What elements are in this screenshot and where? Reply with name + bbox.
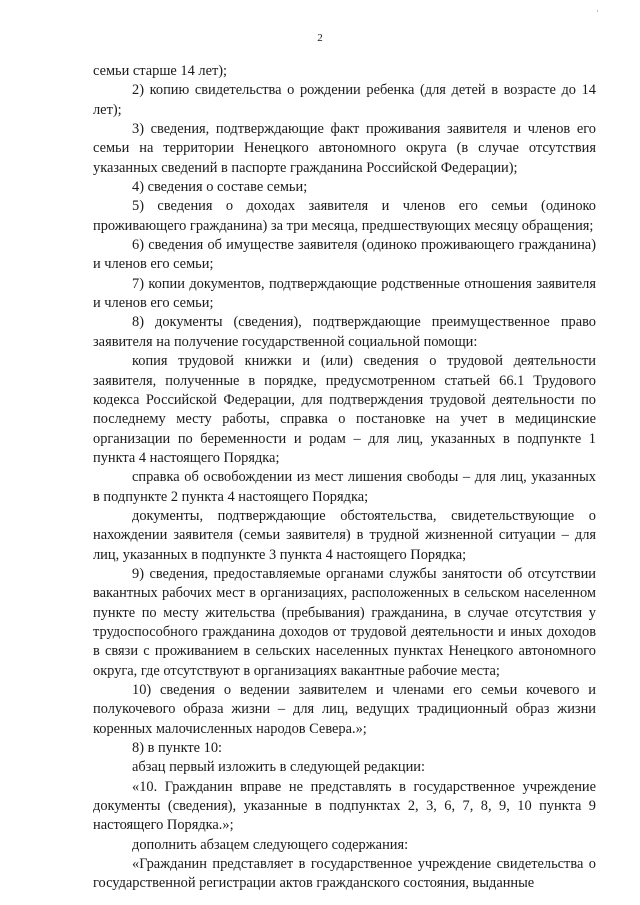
paragraph-item-2: 2) копию свидетельства о рождении ребенка (для детей в возрасте до 14 лет); [93, 82, 596, 118]
paragraph-continuation: семьи старше 14 лет); [93, 63, 228, 79]
paragraph-addition-instruction: дополнить абзацем следующего содержания: [132, 836, 409, 853]
paragraph-item-8-sub-3: документы, подтверждающие обстоятельства, свидетельствующие о нахождении заявителя (семьи заявителя) в трудной жизненной ситуации – для лиц, указанных в подпункте 3 пункта 4 настоящего Порядка; [93, 507, 596, 563]
page-number: 2 [317, 32, 323, 44]
paragraph-amendment-instruction: абзац первый изложить в следующей редакции: [132, 759, 426, 776]
paragraph-item-10: 10) сведения о ведении заявителем и членами его семьи кочевого и полукочевого образа жизни – для лиц, ведущих традиционный образ жизни коренных малочисленных народов Севера.»; [93, 682, 596, 737]
paragraph-item-8: 8) документы (сведения), подтверждающие преимущественное право заявителя на получение государственной социальной помощи: [93, 314, 596, 350]
paragraph-item-8-sub-1: копия трудовой книжки и (или) сведения о трудовой деятельности заявителя, полученные в порядке, предусмотренном статьей 66.1 Трудового кодекса Российской Федерации, для подтверждения трудовой деятельности по последнему месту работы, справка о постановке на учет в медицинские организации по беременности и родам – для лиц, указанных в подпункте 1 пункта 4 настоящего Порядка; [93, 353, 596, 466]
corner-mark: · [596, 6, 599, 16]
paragraph-item-8-sub-2: справка об освобождении из мест лишения свободы – для лиц, указанных в подпункте 2 пункта 4 настоящего Порядка; [93, 469, 596, 505]
paragraph-item-5: 5) сведения о доходах заявителя и членов его семьи (одиноко проживающего гражданина) за три месяца, предшествующих месяцу обращения; [93, 198, 596, 234]
paragraph-item-7: 7) копии документов, подтверждающие родственные отношения заявителя и членов его семьи; [93, 275, 596, 312]
paragraph-item-4: 4) сведения о составе семьи; [132, 179, 308, 196]
document-body [93, 62, 596, 894]
paragraph-item-3: 3) сведения, подтверждающие факт проживания заявителя и членов его семьи на территории Ненецкого автономного округа (в случае отсутствия указанных сведений в паспорте гражданина Российской Федерации); [93, 121, 596, 176]
paragraph-item-6: 6) сведения об имуществе заявителя (одиноко проживающего гражданина) и членов его семьи; [93, 237, 596, 273]
paragraph-amendment-text: «10. Гражданин вправе не представлять в государственное учреждение документы (сведения), указанные в подпунктах 2, 3, 6, 7, 8, 9, 10 пункта 9 настоящего Порядка.»; [93, 778, 596, 834]
paragraph-amendment-8: 8) в пункте 10: [132, 740, 223, 757]
paragraph-item-9: 9) сведения, предоставляемые органами службы занятости об отсутствии вакантных рабочих мест в организациях, расположенных в сельском населенном пункте по месту жительства (пребывания) гражданина, в случае отсутствия у трудоспособного гражданина доходов от трудовой деятельности и иных доходов в связи с проживанием в сельских населенных пунктах Ненецкого автономного округа, где отсутствуют в организациях вакантные рабочие места; [93, 565, 596, 679]
paragraph-addition-text: «Гражданин представляет в государственное учреждение свидетельства о государственной регистрации актов гражданского состояния, выданные [93, 856, 596, 892]
